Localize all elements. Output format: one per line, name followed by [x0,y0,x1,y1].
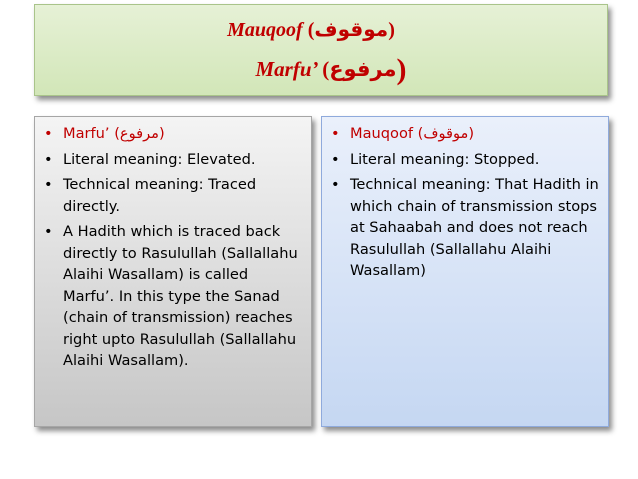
mauqoof-literal-text: Literal meaning: Stopped. [350,150,540,168]
marfu-literal-text: Literal meaning: Elevated. [63,150,256,168]
marfu-description-item [41,221,303,372]
title-marfu-latin: Marfu’ [255,57,317,81]
marfu-technical-text: Technical meaning: Traced directly. [63,176,257,215]
mauqoof-technical-text: Technical meaning: That Hadith in which chain of transmission stops at Sahaabah and does not reach Rasulullah (Sallallahu Alaihi Wasallam) [350,176,599,279]
mauqoof-literal-item [328,149,600,171]
marfu-literal-item [41,149,303,171]
title-marfu-arabic: مرفوع [329,57,397,81]
mauqoof-heading-suffix: ) [468,125,475,142]
marfu-heading-prefix: Marfu’ ( [63,125,120,142]
bullet-icon: • [331,125,340,142]
marfu-heading-arabic: مرفوع [119,125,159,142]
marfu-heading-suffix: ) [159,125,165,142]
mauqoof-technical-item [328,174,600,282]
mauqoof-heading-arabic: موقوف [423,125,469,142]
mauqoof-heading-item [328,123,600,145]
title-line-mauqoof: Mauqoof (موقوف) [227,17,395,41]
mauqoof-column [321,116,609,427]
marfu-heading-item [41,123,303,145]
title-box [34,4,608,96]
marfu-description-text: A Hadith which is traced back directly to Rasulullah (Sallallahu Alaihi Wasallam) is called Marfu’. In this type the Sanad (chain of transmission) reaches right upto Rasulullah (Sallallahu Alaihi Wasallam). [63,223,298,369]
title-mauqoof-latin: Mauqoof [227,19,303,41]
marfu-bullet-list [41,123,303,372]
title-mauqoof-arabic: موقوف [314,17,389,41]
bullet-icon: • [44,223,53,240]
title-line-marfu: Marfu’ (مرفوع) [255,53,407,86]
marfu-technical-item [41,174,303,217]
mauqoof-heading-prefix: Mauqoof ( [350,125,424,142]
bullet-icon: • [331,176,340,193]
marfu-column [34,116,312,427]
bullet-icon: • [44,125,53,142]
bullet-icon: • [44,150,53,168]
mauqoof-bullet-list [328,123,600,282]
bullet-icon: • [44,176,53,193]
bullet-icon: • [331,150,340,168]
